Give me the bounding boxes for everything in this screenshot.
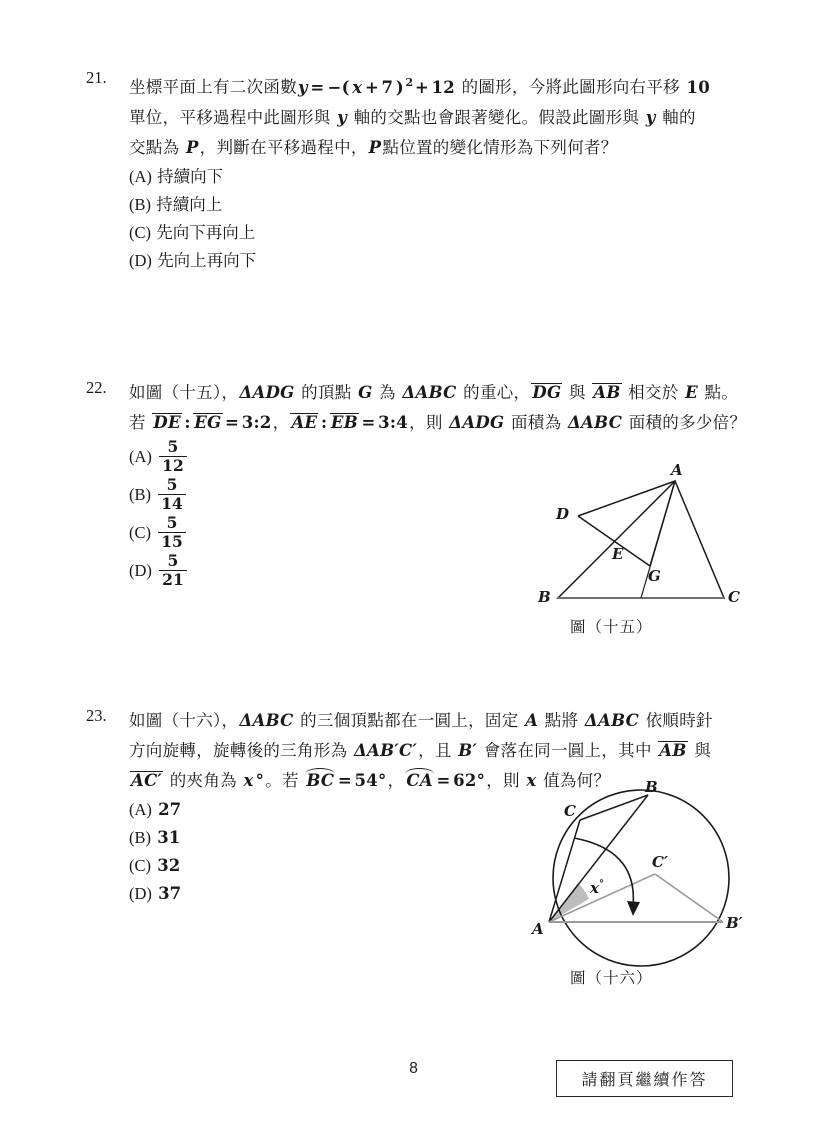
q23-triangle-abpcp: ΔAB′C′	[353, 741, 418, 760]
q22-comma-1: ，	[272, 413, 290, 432]
q21-plus-2: +	[414, 77, 429, 97]
q21-option-c-text: 先向下再向上	[156, 222, 256, 242]
q21-option-d-text: 先向上再向下	[157, 250, 257, 270]
segment-ad	[578, 481, 675, 516]
q23-segment-ab: AB	[659, 741, 687, 760]
q23-l1-seg3: 點將	[544, 711, 579, 730]
figure-15-label-c: C	[728, 588, 740, 606]
q23-l2-seg1: 方向旋轉，旋轉後的三角形為	[129, 741, 348, 760]
q23-option-b-label: (B)	[129, 828, 151, 847]
q22-l1-seg1: 如圖（十五），	[129, 383, 239, 402]
question-21-option-a[interactable]	[129, 163, 758, 191]
figure-16-label-a: A	[532, 920, 544, 938]
question-21-line-2	[129, 103, 758, 133]
q23-option-d-text: 37	[158, 884, 182, 903]
q22-l2-seg2: 面積為	[510, 413, 562, 432]
q21-l3-seg2: ，判斷在平移過程中，	[199, 137, 368, 157]
q23-l1-seg2: 的三個頂點都在一圓上，固定	[300, 711, 519, 730]
figure-16-label-c: C	[564, 802, 576, 820]
q22-option-a-label: (A)	[129, 447, 152, 466]
q22-l1-seg3: 為	[379, 383, 396, 402]
q23-value-bc: 54°	[354, 771, 387, 790]
figure-15	[520, 455, 780, 645]
q22-option-b-fraction	[158, 477, 186, 512]
q23-l2-seg4: 與	[694, 741, 712, 760]
q21-const-seven: 7	[381, 77, 394, 97]
q22-option-d-label: (D)	[129, 561, 152, 580]
q21-text-post: 的圖形，今將此圖形向右平移	[461, 77, 680, 97]
question-23-line-2	[129, 736, 758, 766]
q23-l3-seg1: 的夾角為	[169, 771, 237, 790]
q22-l1-seg2: 的頂點	[301, 383, 352, 402]
q21-option-b-text: 持續向上	[156, 194, 223, 214]
q22-var-e: E	[685, 383, 698, 402]
q22-var-g: G	[358, 383, 373, 402]
q21-l2-seg3: 軸的	[662, 107, 696, 127]
q21-option-d-label: (D)	[129, 250, 152, 270]
q23-segment-acprime: AC′	[131, 771, 163, 790]
question-21-line-1	[129, 68, 758, 103]
q22-equals-1: =	[225, 413, 240, 432]
q22-ratio-2: 3:4	[378, 413, 409, 432]
q21-equals: =	[310, 77, 325, 97]
triangle-abc-path	[558, 481, 724, 598]
q23-arc-bc: BC	[306, 771, 335, 790]
q22-option-a-fraction	[159, 439, 187, 474]
q22-option-d-denominator: 21	[162, 570, 184, 589]
q21-var-x: x	[352, 77, 363, 97]
q23-option-a-label: (A)	[129, 800, 152, 819]
figure-15-caption: 圖（十五）	[570, 618, 653, 636]
q22-option-c-label: (C)	[129, 523, 151, 542]
q21-l2-seg1: 單位，平移過程中此圖形與	[129, 107, 331, 127]
q23-arc-ca: CA	[406, 771, 433, 790]
circumcircle	[553, 790, 729, 966]
q22-segment-ab: AB	[593, 383, 621, 402]
q22-l1-seg4: 的重心，	[463, 383, 531, 402]
q21-l3-var-p1: P	[185, 137, 199, 157]
q23-degree-1: °	[255, 771, 265, 790]
q21-l3-seg1: 交點為	[129, 137, 180, 157]
q22-option-b-denominator: 14	[161, 494, 183, 513]
q21-l3-seg3: 點位置的變化情形為下列何者？	[382, 137, 618, 157]
turn-page-notice-text: 請翻頁繼續作答	[581, 1070, 708, 1089]
q23-l1-seg1: 如圖（十六），	[129, 711, 239, 730]
figure-15-label-d: D	[556, 505, 570, 523]
figure-16-label-b: B	[645, 778, 658, 796]
q22-colon-2: :	[320, 413, 328, 432]
question-22-number: 22.	[86, 378, 107, 397]
q23-equals-2: =	[436, 771, 451, 790]
q21-option-a-label: (A)	[129, 166, 152, 186]
q23-option-c-text: 32	[157, 856, 181, 875]
q21-option-a-text: 持續向下	[157, 166, 224, 186]
segment-c-prime-b-prime	[655, 874, 723, 922]
q22-triangle-abc: ΔABC	[402, 383, 457, 402]
q22-segment-de: DE	[153, 413, 181, 432]
q22-l2-seg3: 面積的多少倍？	[628, 413, 747, 432]
question-21-body	[129, 68, 758, 275]
q22-option-a-denominator: 12	[162, 456, 184, 475]
q23-l2-seg2: ，且	[418, 741, 452, 760]
q23-option-b-text: 31	[157, 828, 181, 847]
q22-option-b-numerator: 5	[158, 477, 186, 495]
q23-triangle-abc-2: ΔABC	[584, 711, 640, 730]
figure-15-label-e: E	[612, 545, 624, 563]
q22-option-d-fraction	[159, 553, 187, 588]
q22-triangle-adg: ΔADG	[239, 383, 295, 402]
q22-l1-seg5: 與	[568, 383, 586, 402]
q22-segment-ae: AE	[291, 413, 318, 432]
page-number: 8	[409, 1060, 418, 1077]
q21-l3-var-p2: P	[368, 137, 382, 157]
q21-l2-var-y1: y	[337, 107, 348, 127]
q22-option-c-numerator: 5	[158, 515, 186, 533]
q22-option-c-denominator: 15	[161, 532, 183, 551]
question-23-line-1	[129, 706, 758, 736]
question-21-line-3	[129, 133, 758, 163]
figure-15-label-b: B	[538, 588, 551, 606]
figure-16-label-x-angle	[590, 879, 604, 897]
q23-var-x: x	[243, 771, 254, 790]
q22-ratio-1: 3:2	[241, 413, 272, 432]
q23-option-c-label: (C)	[129, 856, 151, 875]
q22-colon-1: :	[184, 413, 191, 432]
figure-16-x-variable: x	[590, 879, 599, 897]
q21-minus-paren: −(	[327, 77, 350, 97]
q22-comma-2: ，則	[409, 413, 443, 432]
q22-l2-seg1: 若	[129, 413, 146, 432]
q21-l2-seg2: 軸的交點也會跟著變化。假設此圖形與	[353, 107, 640, 127]
q21-var-y: y	[298, 77, 308, 97]
q23-comma: ，	[387, 771, 405, 790]
q23-option-d-label: (D)	[129, 884, 152, 903]
question-21-option-c[interactable]	[129, 219, 758, 247]
q23-var-bprime: B′	[458, 741, 478, 760]
q23-l2-seg3: 會落在同一圓上，其中	[483, 741, 652, 760]
q21-text-pre: 坐標平面上有二次函數	[129, 77, 297, 97]
q23-l3-seg3: ，則	[486, 771, 520, 790]
figure-16-x-degree: °	[598, 879, 604, 890]
q21-plus: +	[364, 77, 380, 97]
q21-const-twelve: 12	[431, 77, 456, 97]
q21-close-paren: )	[395, 77, 404, 97]
question-22-line-1	[129, 378, 758, 408]
q21-shift-amount: 10	[686, 77, 711, 97]
figure-16-label-c-prime: C′	[652, 853, 668, 871]
turn-page-notice	[556, 1060, 733, 1097]
question-21-option-b[interactable]	[129, 191, 758, 219]
q21-option-b-label: (B)	[129, 194, 151, 214]
q22-segment-dg: DG	[532, 383, 562, 402]
q23-var-x-2: x	[526, 771, 537, 790]
q21-l2-var-y2: y	[645, 107, 656, 127]
figure-15-label-g: G	[648, 567, 661, 585]
q22-option-b-label: (B)	[129, 485, 151, 504]
q23-triangle-abc: ΔABC	[239, 711, 294, 730]
figure-16-caption: 圖（十六）	[570, 969, 653, 987]
question-22-line-2	[129, 408, 758, 438]
q23-equals-1: =	[337, 771, 352, 790]
q23-option-a-text: 27	[158, 800, 182, 819]
q23-l3-seg2: 。若	[265, 771, 299, 790]
question-21-option-d[interactable]	[129, 247, 758, 275]
q22-segment-eb: EB	[330, 413, 358, 432]
question-21-number: 21.	[86, 68, 107, 87]
q22-option-a-numerator: 5	[159, 439, 187, 457]
q22-option-c-fraction	[158, 515, 186, 550]
figure-16-label-b-prime: B′	[726, 914, 743, 932]
q23-value-ca: 62°	[453, 771, 486, 790]
q21-exponent: 2	[405, 76, 414, 89]
q22-equals-2: =	[361, 413, 376, 432]
rotation-arrow-head	[627, 901, 640, 916]
question-21	[86, 68, 758, 275]
q23-l3-seg4: 值為何？	[543, 771, 611, 790]
q22-segment-eg: EG	[194, 413, 222, 432]
question-23-number: 23.	[86, 706, 107, 725]
q22-l1-seg6: 相交於	[628, 383, 679, 402]
q22-l1-seg7: 點。	[704, 383, 739, 402]
q23-var-a: A	[525, 711, 539, 730]
q22-triangle-abc-2: ΔABC	[567, 413, 623, 432]
q23-l1-seg4: 依順時針	[645, 711, 713, 730]
q21-option-c-label: (C)	[129, 222, 151, 242]
q22-option-d-numerator: 5	[159, 553, 187, 571]
figure-16	[512, 778, 772, 1003]
q22-triangle-adg-2: ΔADG	[449, 413, 505, 432]
figure-15-label-a: A	[671, 461, 683, 479]
